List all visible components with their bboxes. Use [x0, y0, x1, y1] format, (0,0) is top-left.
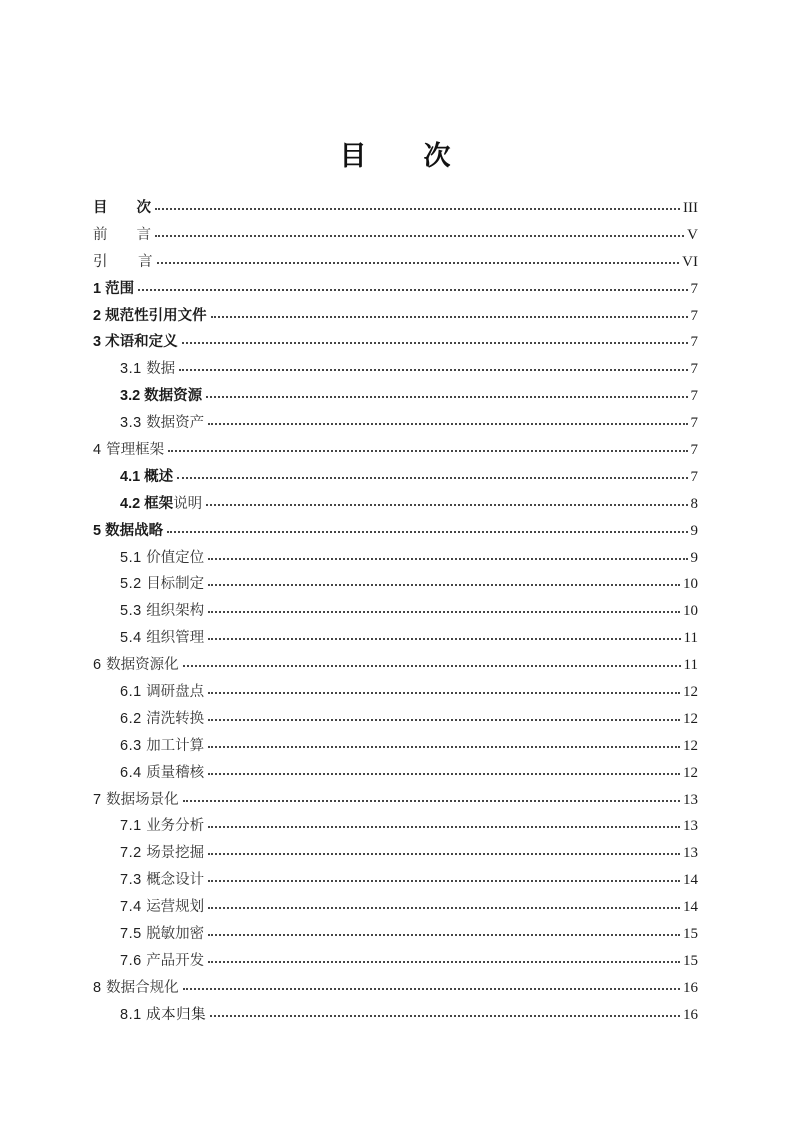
toc-entry-label-segment: 6.3	[120, 737, 147, 754]
dot-leader	[138, 289, 687, 291]
toc-entry-page-number: 9	[690, 522, 698, 539]
toc-entry-page-number: 16	[683, 1006, 698, 1023]
toc-entry-label	[93, 975, 179, 1002]
toc-entry-label-segment: 7.5	[120, 926, 147, 943]
toc-entry-label-segment: 3.3	[120, 415, 147, 432]
toc-entry-label	[120, 679, 204, 706]
toc-entry-page-number: 7	[690, 415, 698, 432]
toc-entry-label	[93, 329, 178, 356]
toc-entry[interactable]	[93, 948, 698, 975]
toc-entry-label	[120, 840, 204, 867]
dot-leader	[208, 719, 680, 721]
toc-entry-label	[120, 571, 204, 598]
toc-entry-page-number: 14	[683, 899, 698, 916]
toc-entry-label-segment: 目 次	[93, 200, 151, 216]
toc-entry[interactable]	[93, 760, 698, 787]
toc-entry-label	[120, 760, 204, 787]
toc-entry-label-segment: 价值定位	[146, 549, 205, 566]
toc-entry-label	[120, 598, 204, 625]
toc-entry-label-segment: 清洗转换	[146, 710, 205, 727]
toc-entry-label-segment: 6	[93, 657, 107, 674]
toc-entry-label-segment: 数据合规化	[106, 979, 179, 996]
toc-entry-label	[120, 867, 204, 894]
dot-leader	[208, 907, 680, 909]
toc-entry-label-segment: 管理框架	[106, 442, 165, 459]
toc-entry-label-segment: 4.1 概述	[120, 468, 174, 485]
toc-entry[interactable]	[93, 383, 698, 410]
dot-leader	[182, 342, 688, 344]
toc-entry[interactable]	[93, 813, 698, 840]
dot-leader	[210, 1015, 680, 1017]
dot-leader	[208, 558, 687, 560]
toc-entry[interactable]	[93, 975, 698, 1002]
toc-entry-page-number: V	[687, 226, 698, 243]
toc-entry-label-segment: 7.2	[120, 845, 147, 862]
dot-leader	[167, 531, 687, 533]
toc-entry-label-segment: 概念设计	[146, 872, 205, 889]
toc-entry-label	[93, 276, 134, 303]
toc-list	[93, 195, 698, 1029]
toc-entry-label-segment: 6.1	[120, 684, 147, 701]
toc-entry[interactable]	[93, 545, 698, 572]
toc-entry[interactable]	[93, 329, 698, 356]
toc-entry-page-number: 7	[690, 442, 698, 459]
toc-entry-label-segment: 3.2 数据资源	[120, 388, 203, 405]
toc-entry[interactable]	[93, 706, 698, 733]
dot-leader	[155, 235, 684, 237]
toc-entry-label	[120, 356, 175, 383]
toc-entry[interactable]	[93, 625, 698, 652]
toc-entry-label	[120, 410, 204, 437]
toc-entry-label-segment: 加工计算	[146, 737, 205, 754]
toc-entry-label	[120, 545, 204, 572]
toc-entry-page-number: 16	[683, 979, 698, 996]
toc-entry-label-segment: 目标制定	[146, 576, 205, 593]
toc-entry[interactable]	[93, 598, 698, 625]
toc-entry-label-segment: 质量稽核	[146, 764, 205, 781]
toc-entry-label	[120, 894, 204, 921]
toc-entry-label-segment: 8.1 成本归集	[120, 1006, 207, 1023]
dot-leader	[177, 477, 687, 479]
dot-leader	[179, 369, 687, 371]
toc-entry-label	[120, 491, 202, 518]
dot-leader	[183, 988, 680, 990]
page-title: 目 次	[339, 141, 452, 171]
dot-leader	[208, 746, 680, 748]
dot-leader	[208, 611, 680, 613]
toc-entry[interactable]	[93, 437, 698, 464]
toc-entry-page-number: 12	[683, 684, 698, 701]
toc-entry-label-segment: 5.1	[120, 549, 147, 566]
toc-entry-label-segment: 组织架构	[146, 603, 205, 620]
toc-entry-page-number: 7	[690, 307, 698, 324]
dot-leader	[183, 800, 680, 802]
toc-entry[interactable]	[93, 195, 698, 222]
toc-entry-label	[120, 625, 204, 652]
toc-entry-page-number: 12	[683, 737, 698, 754]
toc-entry-label-segment: 4	[93, 442, 107, 459]
toc-entry-label	[120, 813, 204, 840]
toc-entry-label-segment: 调研盘点	[146, 684, 205, 701]
toc-entry-label-segment: 前 言	[93, 226, 151, 243]
toc-entry-page-number: 7	[690, 388, 698, 405]
dot-leader	[211, 316, 688, 318]
toc-entry[interactable]	[93, 840, 698, 867]
toc-entry-label-segment: 组织管理	[146, 630, 205, 647]
toc-entry[interactable]	[93, 867, 698, 894]
toc-entry-page-number: 13	[683, 818, 698, 835]
toc-entry-label-segment: 5.4	[120, 630, 147, 647]
toc-entry-label	[93, 787, 179, 814]
toc-entry-label	[93, 303, 207, 330]
toc-entry-label-segment: 4.2 框架	[120, 495, 174, 512]
toc-entry-page-number: III	[683, 200, 698, 216]
toc-entry[interactable]	[93, 1002, 698, 1029]
dot-leader	[206, 396, 687, 398]
toc-entry-label	[120, 733, 204, 760]
toc-entry[interactable]	[93, 410, 698, 437]
toc-entry-label	[93, 249, 153, 276]
dot-leader	[206, 504, 687, 506]
dot-leader	[208, 423, 687, 425]
toc-entry[interactable]	[93, 571, 698, 598]
toc-entry-label-segment: 3 术语和定义	[93, 334, 178, 351]
toc-entry-page-number: VI	[682, 253, 698, 270]
dot-leader	[208, 826, 680, 828]
toc-entry-label	[120, 921, 204, 948]
toc-entry-page-number: 13	[683, 791, 698, 808]
toc-entry-label-segment: 5.2	[120, 576, 147, 593]
dot-leader	[208, 853, 680, 855]
toc-entry-page-number: 15	[683, 952, 698, 969]
dot-leader	[155, 208, 680, 210]
toc-entry-label	[93, 518, 163, 545]
dot-leader	[157, 262, 679, 264]
toc-entry-label-segment: 运营规划	[146, 899, 205, 916]
toc-entry-label-segment: 产品开发	[146, 952, 205, 969]
toc-entry-label-segment: 6.4	[120, 764, 147, 781]
toc-entry-label	[93, 222, 151, 249]
dot-leader	[168, 450, 687, 452]
dot-leader	[208, 692, 680, 694]
toc-entry-label-segment: 8	[93, 979, 107, 996]
toc-entry-label	[120, 383, 202, 410]
dot-leader	[208, 773, 680, 775]
toc-entry-label-segment: 说明	[173, 495, 203, 512]
toc-entry[interactable]	[93, 518, 698, 545]
dot-leader	[208, 934, 680, 936]
dot-leader	[208, 584, 680, 586]
toc-entry-page-number: 12	[683, 764, 698, 781]
toc-entry-label-segment: 数据	[146, 361, 176, 378]
toc-entry-label-segment: 数据资源化	[106, 657, 179, 674]
toc-entry-label-segment: 引 言	[93, 253, 153, 270]
toc-entry-label	[93, 652, 179, 679]
toc-entry-page-number: 13	[683, 845, 698, 862]
toc-entry-label	[120, 464, 173, 491]
toc-entry-page-number: 7	[690, 361, 698, 378]
toc-entry-label-segment: 5 数据战略	[93, 522, 164, 539]
toc-entry-page-number: 9	[690, 549, 698, 566]
toc-entry-page-number: 8	[690, 495, 698, 512]
toc-entry[interactable]	[93, 356, 698, 383]
toc-entry-label-segment: 5.3	[120, 603, 147, 620]
toc-entry-page-number: 7	[690, 468, 698, 485]
toc-entry-label-segment: 业务分析	[146, 818, 205, 835]
toc-entry[interactable]	[93, 464, 698, 491]
toc-entry[interactable]	[93, 652, 698, 679]
toc-entry-page-number: 15	[683, 926, 698, 943]
dot-leader	[208, 880, 680, 882]
toc-entry-label-segment: 数据资产	[146, 415, 205, 432]
toc-entry-label-segment: 2 规范性引用文件	[93, 307, 207, 324]
toc-entry[interactable]	[93, 276, 698, 303]
toc-entry-label-segment: 6.2	[120, 710, 147, 727]
dot-leader	[208, 961, 680, 963]
toc-entry-page-number: 11	[683, 657, 698, 674]
toc-entry-label-segment: 7.6	[120, 952, 147, 969]
toc-entry[interactable]	[93, 249, 698, 276]
toc-entry-label-segment: 7.4	[120, 899, 147, 916]
toc-entry[interactable]	[93, 303, 698, 330]
toc-entry-page-number: 10	[683, 603, 698, 620]
toc-entry-label-segment: 场景挖掘	[146, 845, 205, 862]
toc-entry[interactable]	[93, 491, 698, 518]
toc-entry-label-segment: 7.1	[120, 818, 147, 835]
dot-leader	[183, 665, 681, 667]
toc-entry-label-segment: 7	[93, 791, 107, 808]
toc-entry-page-number: 11	[683, 630, 698, 647]
toc-entry-page-number: 7	[690, 280, 698, 297]
toc-entry-label	[120, 706, 204, 733]
toc-entry[interactable]	[93, 679, 698, 706]
toc-entry-page-number: 10	[683, 576, 698, 593]
toc-entry-label	[120, 1002, 206, 1029]
toc-entry[interactable]	[93, 222, 698, 249]
toc-entry-label	[93, 195, 151, 222]
toc-entry-label-segment: 7.3	[120, 872, 147, 889]
toc-entry[interactable]	[93, 733, 698, 760]
toc-entry-page-number: 14	[683, 872, 698, 889]
toc-entry-label-segment: 1 范围	[93, 280, 135, 297]
toc-entry-label-segment: 脱敏加密	[146, 926, 205, 943]
toc-entry-page-number: 12	[683, 710, 698, 727]
toc-entry-label-segment: 3.1	[120, 361, 147, 378]
toc-entry-label	[120, 948, 204, 975]
toc-entry[interactable]	[93, 787, 698, 814]
toc-entry[interactable]	[93, 921, 698, 948]
dot-leader	[208, 638, 680, 640]
toc-entry-page-number: 7	[690, 334, 698, 351]
toc-entry-label	[93, 437, 164, 464]
toc-entry-label-segment: 数据场景化	[106, 791, 179, 808]
toc-entry[interactable]	[93, 894, 698, 921]
